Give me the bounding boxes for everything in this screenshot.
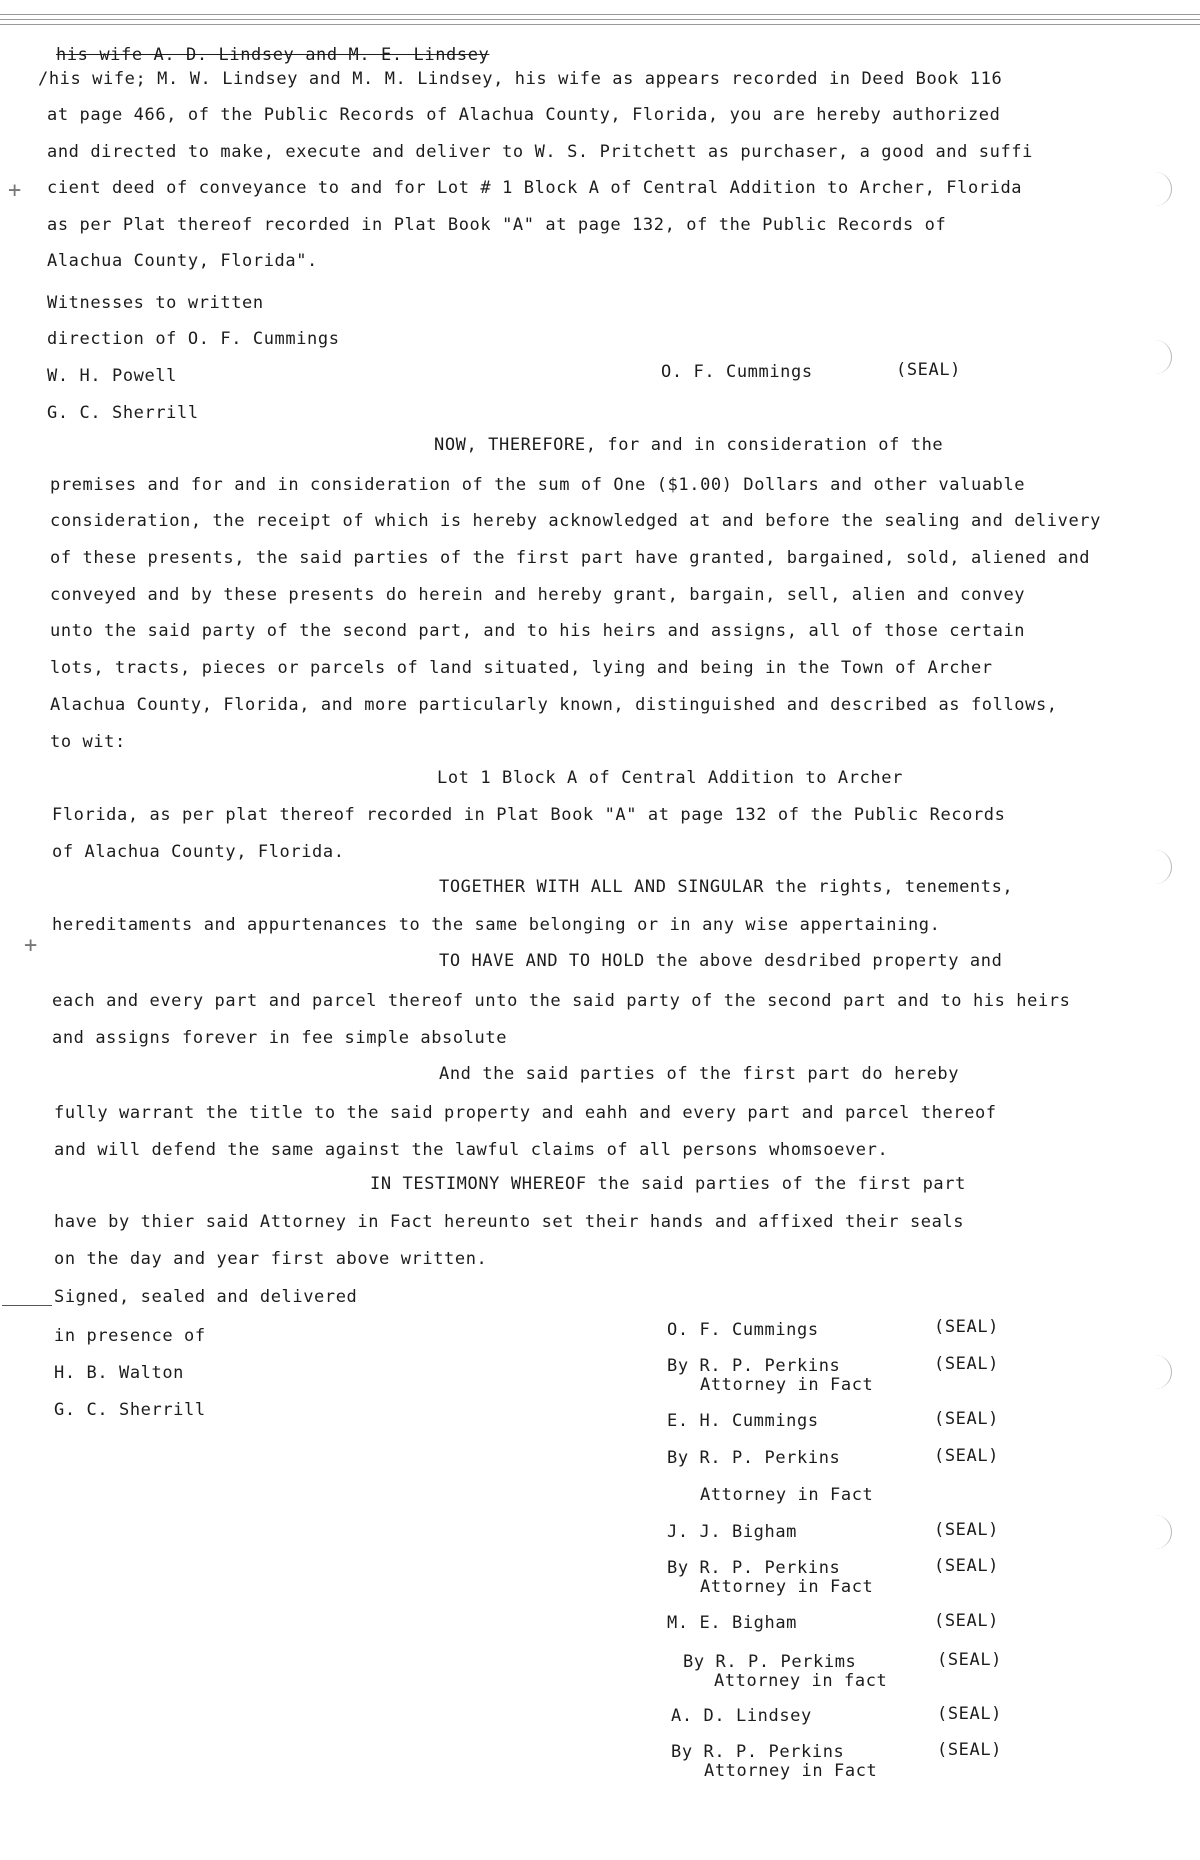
seal-label: (SEAL) <box>934 1611 1000 1631</box>
signature-role: Attorney in Fact <box>704 1761 878 1781</box>
text-line: at page 466, of the Public Records of Alachua County, Florida, you are hereby authorized <box>47 105 1001 125</box>
seal-label: (SEAL) <box>896 360 962 380</box>
punch-hole <box>1145 1355 1172 1389</box>
margin-plus-mark: + <box>24 933 38 958</box>
punch-hole <box>1145 1515 1172 1549</box>
text-line: and will defend the same against the lawful claims of all persons whomsoever. <box>54 1140 889 1160</box>
witness-name: G. C. Sherrill <box>47 403 199 423</box>
text-line: each and every part and parcel thereof unto the said party of the second part and to his heirs <box>52 991 1071 1011</box>
text-line: premises and for and in consideration of the sum of One ($1.00) Dollars and other valuable <box>50 475 1026 495</box>
signature-name: By R. P. Perkims <box>683 1652 857 1672</box>
text-line: Florida, as per plat thereof recorded in Plat Book "A" at page 132 of the Public Records <box>52 805 1006 825</box>
text-line: in presence of <box>54 1326 206 1346</box>
text-line: And the said parties of the first part do hereby <box>439 1064 960 1084</box>
punch-hole <box>1145 340 1172 374</box>
signature-role: Attorney in Fact <box>700 1375 874 1395</box>
seal-label: (SEAL) <box>934 1354 1000 1374</box>
text-line: fully warrant the title to the said property and eahh and every part and parcel thereof <box>54 1103 997 1123</box>
text-line: on the day and year first above written. <box>54 1249 488 1269</box>
top-rule <box>0 24 1200 25</box>
signature-name: By R. P. Perkins <box>667 1558 841 1578</box>
text-line: cient deed of conveyance to and for Lot # 1 Block A of Central Addition to Archer, Florida <box>47 178 1023 198</box>
seal-label: (SEAL) <box>934 1317 1000 1337</box>
seal-label: (SEAL) <box>934 1446 1000 1466</box>
text-line: of these presents, the said parties of the first part have granted, bargained, sold, aliened and <box>50 548 1091 568</box>
text-line: have by thier said Attorney in Fact hereunto set their hands and affixed their seals <box>54 1212 965 1232</box>
seal-label: (SEAL) <box>937 1650 1003 1670</box>
text-line: and directed to make, execute and deliver to W. S. Pritchett as purchaser, a good and suffi <box>47 142 1033 162</box>
signature-name: By R. P. Perkins <box>667 1356 841 1376</box>
text-line: conveyed and by these presents do herein and hereby grant, bargain, sell, alien and convey <box>50 585 1026 605</box>
signature-role: Attorney in Fact <box>700 1577 874 1597</box>
seal-label: (SEAL) <box>934 1409 1000 1429</box>
text-line: IN TESTIMONY WHEREOF the said parties of the first part <box>370 1174 966 1194</box>
signature-name: A. D. Lindsey <box>671 1706 812 1726</box>
seal-label: (SEAL) <box>934 1520 1000 1540</box>
text-line: Alachua County, Florida, and more particularly known, distinguished and described as follows, <box>50 695 1058 715</box>
text-line: of Alachua County, Florida. <box>52 842 345 862</box>
margin-line <box>2 1305 52 1306</box>
top-rule <box>0 19 1200 20</box>
seal-label: (SEAL) <box>937 1740 1003 1760</box>
text-line: NOW, THEREFORE, for and in consideration of the <box>434 435 944 455</box>
text-line: unto the said party of the second part, and to his heirs and assigns, all of those certain <box>50 621 1026 641</box>
punch-hole <box>1145 850 1172 884</box>
top-rule <box>0 14 1200 15</box>
text-line: Witnesses to written <box>47 293 264 313</box>
text-line: his wife A. D. Lindsey and M. E. Lindsey <box>56 45 490 65</box>
text-line: direction of O. F. Cummings <box>47 329 340 349</box>
text-line: consideration, the receipt of which is hereby acknowledged at and before the sealing and delivery <box>50 511 1101 531</box>
text-line: TOGETHER WITH ALL AND SINGULAR the rights, tenements, <box>439 877 1014 897</box>
text-line: hereditaments and appurtenances to the same belonging or in any wise appertaining. <box>52 915 941 935</box>
signature-name: J. J. Bigham <box>667 1522 798 1542</box>
signature-name: M. E. Bigham <box>667 1613 798 1633</box>
text-line: as per Plat thereof recorded in Plat Book "A" at page 132, of the Public Records of <box>47 215 947 235</box>
signature-name: O. F. Cummings <box>661 362 813 382</box>
seal-label: (SEAL) <box>937 1704 1003 1724</box>
text-line: and assigns forever in fee simple absolute <box>52 1028 508 1048</box>
signature-name: E. H. Cummings <box>667 1411 819 1431</box>
text-line: lots, tracts, pieces or parcels of land situated, lying and being in the Town of Archer <box>50 658 993 678</box>
witness-name: W. H. Powell <box>47 366 178 386</box>
witness-name: G. C. Sherrill <box>54 1400 206 1420</box>
signature-role: Attorney in Fact <box>700 1485 874 1505</box>
witness-name: H. B. Walton <box>54 1363 185 1383</box>
text-line: TO HAVE AND TO HOLD the above desdribed property and <box>439 951 1003 971</box>
text-line: Signed, sealed and delivered <box>54 1287 358 1307</box>
punch-hole <box>1145 172 1172 206</box>
signature-name: By R. P. Perkins <box>667 1448 841 1468</box>
signature-name: O. F. Cummings <box>667 1320 819 1340</box>
seal-label: (SEAL) <box>934 1556 1000 1576</box>
text-line: Lot 1 Block A of Central Addition to Archer <box>437 768 903 788</box>
text-line: to wit: <box>50 732 126 752</box>
text-line: Alachua County, Florida". <box>47 251 318 271</box>
signature-name: By R. P. Perkins <box>671 1742 845 1762</box>
text-line: /his wife; M. W. Lindsey and M. M. Lindsey, his wife as appears recorded in Deed Book 116 <box>38 69 1003 89</box>
margin-plus-mark: + <box>8 178 22 203</box>
signature-role: Attorney in fact <box>714 1671 888 1691</box>
